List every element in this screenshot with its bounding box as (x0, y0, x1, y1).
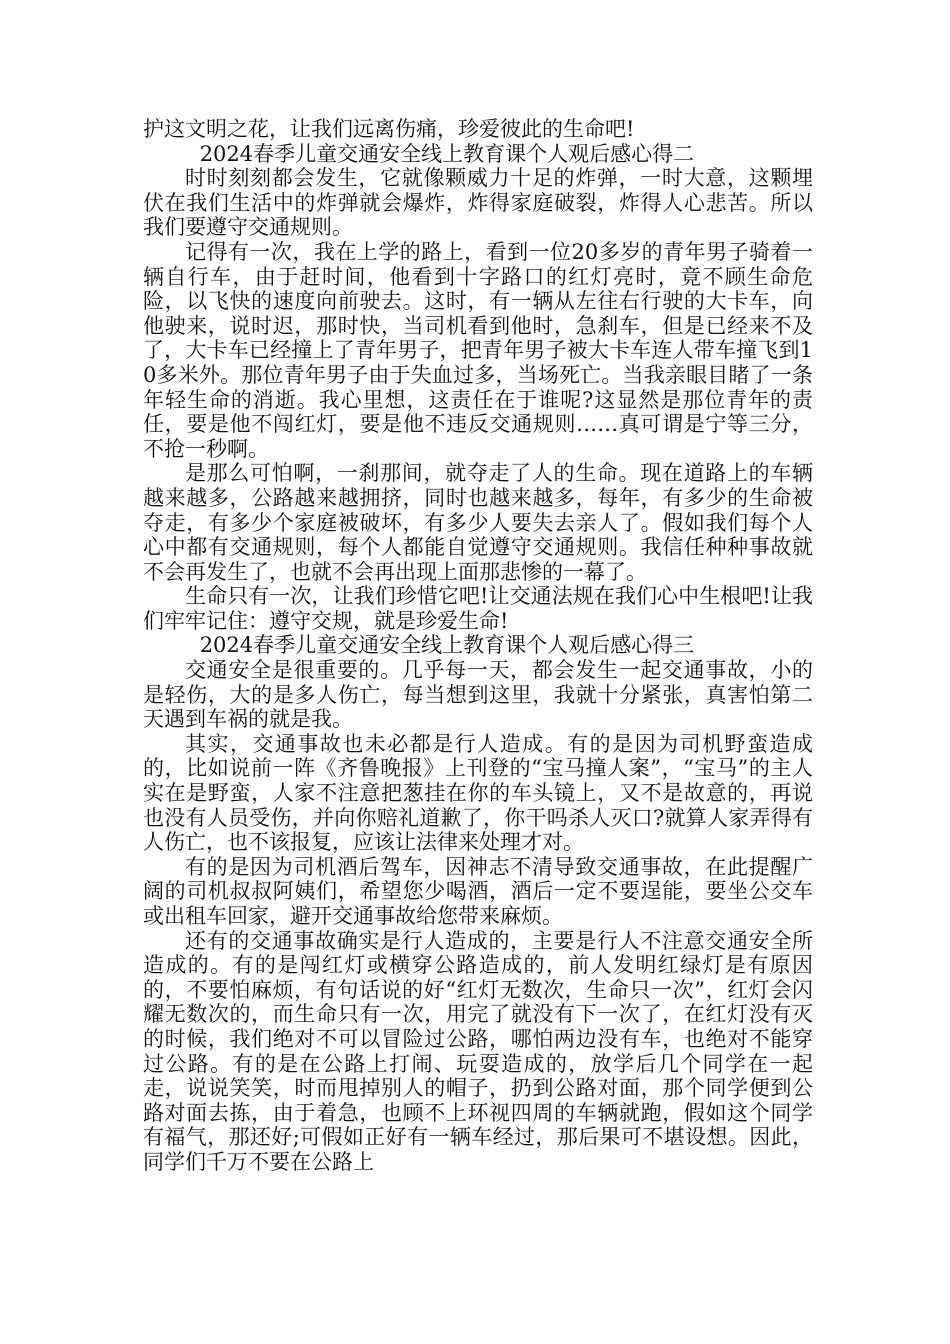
paragraph-8: 交通安全是很重要的。几乎每一天，都会发生一起交通事故，小的是轻伤，大的是多人伤亡，每当想到这里，我就十分紧张，真害怕第二天遇到车祸的就是我。 (143, 658, 813, 732)
paragraph-3: 时时刻刻都会发生，它就像颗威力十足的炸弹，一时大意，这颗埋伏在我们生活中的炸弹就会爆炸，炸得家庭破裂，炸得人心悲苦。所以我们要遵守交通规则。 (143, 166, 813, 240)
paragraph-5: 是那么可怕啊，一刹那间，就夺走了人的生命。现在道路上的车辆越来越多，公路越来越拥挤，同时也越来越多，每年，有多少的生命被夺走，有多少个家庭被破坏，有多少人要失去亲人了。假如我们每个人心中都有交通规则，每个人都能自觉遵守交通规则。我信任种种事故就不会再发生了，也就不会再出现上面那悲惨的一幕了。 (143, 461, 813, 584)
paragraph-10: 有的是因为司机酒后驾车，因神志不清导致交通事故，在此提醒广阔的司机叔叔阿姨们，希望您少喝酒，酒后一定不要逞能，要坐公交车或出租车回家，避开交通事故给您带来麻烦。 (143, 854, 813, 928)
paragraph-4: 记得有一次，我在上学的路上，看到一位20多岁的青年男子骑着一辆自行车，由于赶时间，他看到十字路口的红灯亮时，竟不顾生命危险，以飞快的速度向前驶去。这时，有一辆从左往右行驶的大卡车，向他驶来，说时迟，那时快，当司机看到他时，急刹车，但是已经来不及了，大卡车已经撞上了青年男子，把青年男子被大卡车连人带车撞飞到10多米外。那位青年男子由于失血过多，当场死亡。当我亲眼目睹了一条年轻生命的消逝。我心里想，这责任在于谁呢?这显然是那位青年的责任，要是他不闯红灯，要是他不违反交通规则……真可谓是宁等三分，不抢一秒啊。 (143, 239, 813, 461)
section-heading-2: 2024春季儿童交通安全线上教育课个人观后感心得二 (199, 141, 695, 166)
paragraph-11: 还有的交通事故确实是行人造成的，主要是行人不注意交通安全所造成的。有的是闯红灯或横穿公路造成的，前人发明红绿灯是有原因的，不要怕麻烦，有句话说的好“红灯无数次，生命只一次”，红灯会闪耀无数次的，而生命只有一次，用完了就没有下一次了，在红灯没有灭的时候，我们绝对不可以冒险过公路，哪怕两边没有车，也绝对不能穿过公路。有的是在公路上打闹、玩耍造成的，放学后几个同学在一起走，说说笑笑，时而甩掉别人的帽子，扔到公路对面，那个同学便到公路对面去拣，由于着急，也顾不上环视四周的车辆就跑，假如这个同学有福气，那还好;可假如正好有一辆车经过，那后果可不堪设想。因此，同学们千万不要在公路上 (143, 928, 813, 1174)
section-heading-3: 2024春季儿童交通安全线上教育课个人观后感心得三 (199, 633, 695, 658)
paragraph-9: 其实，交通事故也未必都是行人造成。有的是因为司机野蛮造成的，比如说前一阵《齐鲁晚报》上刊登的“宝马撞人案”，“宝马”的主人实在是野蛮，人家不注意把葱挂在你的车头镜上，又不是故意的，再说也没有人员受伤，并向你赔礼道歉了，你干吗杀人灭口?就算人家弄得有人伤亡，也不该报复，应该让法律来处理才对。 (143, 731, 813, 855)
document-body (143, 117, 813, 1175)
paragraph-6: 生命只有一次，让我们珍惜它吧!让交通法规在我们心中生根吧!让我们牢牢记住：遵守交规，就是珍爱生命! (143, 584, 813, 633)
paragraph-1: 护这文明之花，让我们远离伤痛，珍爱彼此的生命吧! (143, 117, 635, 141)
